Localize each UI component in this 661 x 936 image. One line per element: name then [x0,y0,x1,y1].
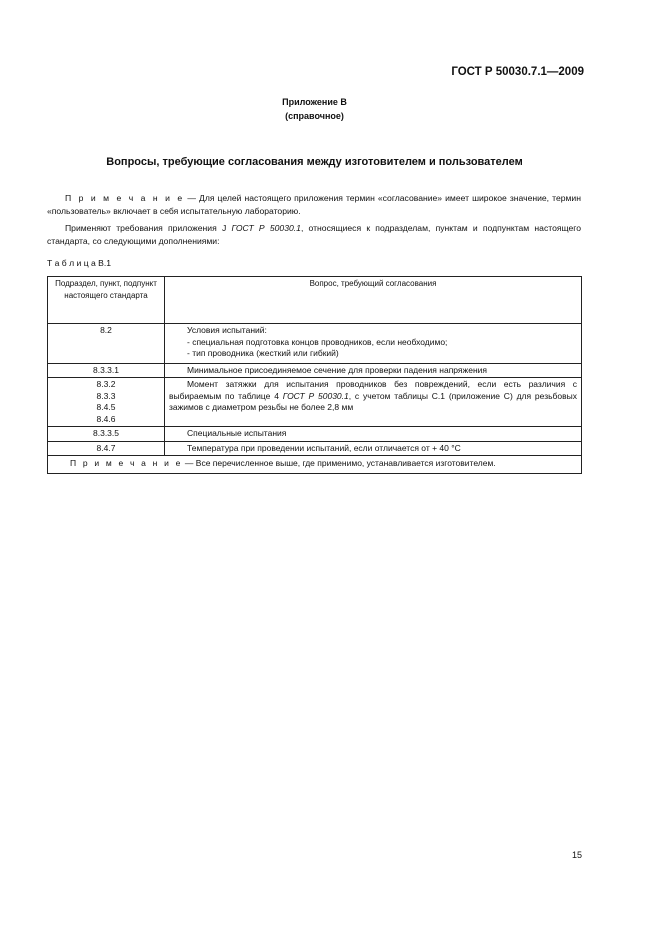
table-note [48,456,582,474]
question-line: Условия испытаний: [187,325,267,335]
question-cell: Минимальное присоединяемое сечение для проверки падения напряжения [165,363,582,378]
note-paragraph [47,192,581,218]
column-header-question: Вопрос, требующий согласования [165,277,582,324]
question-text-after: , с учетом таблицы С.1 (приложение С) для резьбовых зажимов с диаметром резьбы не более 2,8 мм [169,390,577,412]
clause-cell: 8.2 [48,324,165,364]
para-text-after: , относящиеся к подразделам, пунктам и подпунктам настоящего стандарта, со следующими дополнениями: [47,223,582,246]
question-text-before: Момент затяжки для испытания проводников без повреждений, если есть различия с выбираемым по таблице 4 [169,379,577,401]
appendix-subtitle: (справочное) [285,111,344,121]
clause-ref: 8.3.3 [96,390,116,401]
standard-reference: ГОСТ Р 50030.1 [231,223,301,233]
question-line: - тип проводника (жесткий или гибкий) [187,348,339,358]
note-label: П р и м е ч а н и е [65,193,185,203]
table-row [48,324,582,364]
document-header: ГОСТ Р 50030.7.1—2009 [451,66,584,78]
question-cell: Температура при проведении испытаний, если отличается от + 40 °С [165,441,582,456]
table-row [48,427,582,442]
clause-cell: 8.3.3.1 [48,363,165,378]
requirements-paragraph [47,222,581,248]
clause-ref: 8.3.2 [96,379,116,389]
clause-cell: 8.4.7 [48,441,165,456]
clause-cell [48,378,165,427]
section-title: Вопросы, требующие согласования между изготовителем и пользователем [106,156,523,168]
appendix-title: Приложение В [282,97,347,107]
agreement-table [47,276,582,474]
table-caption: Т а б л и ц а В.1 [47,258,112,268]
clause-cell: 8.3.3.5 [48,427,165,442]
para-text-before: Применяют требования приложения J [65,223,232,233]
note-text: — Все перечисленное выше, где применимо, устанавливается изготовителем. [182,458,496,468]
question-cell [165,378,582,427]
note-label: П р и м е ч а н и е [70,458,183,468]
clause-ref: 8.4.5 [96,402,116,412]
appendix-heading [0,95,629,123]
standard-reference: ГОСТ Р 50030.1 [282,390,349,401]
question-line: - специальная подготовка концов проводников, если необходимо; [187,336,448,347]
table-note-row [48,456,582,474]
question-cell: Специальные испытания [165,427,582,442]
question-cell [165,324,582,364]
table-header-row [48,277,582,324]
note-text: — Для целей настоящего приложения термин «согласование» имеет широкое значение, термин «пользователь» включает в себя испытательную лабораторию. [47,193,581,216]
table-row [48,378,582,427]
page-number: 15 [571,850,582,860]
table-row [48,441,582,456]
clause-ref: 8.4.6 [96,413,116,424]
column-header-clause: Подраздел, пункт, подпункт настоящего стандарта [48,277,165,324]
table-row [48,363,582,378]
